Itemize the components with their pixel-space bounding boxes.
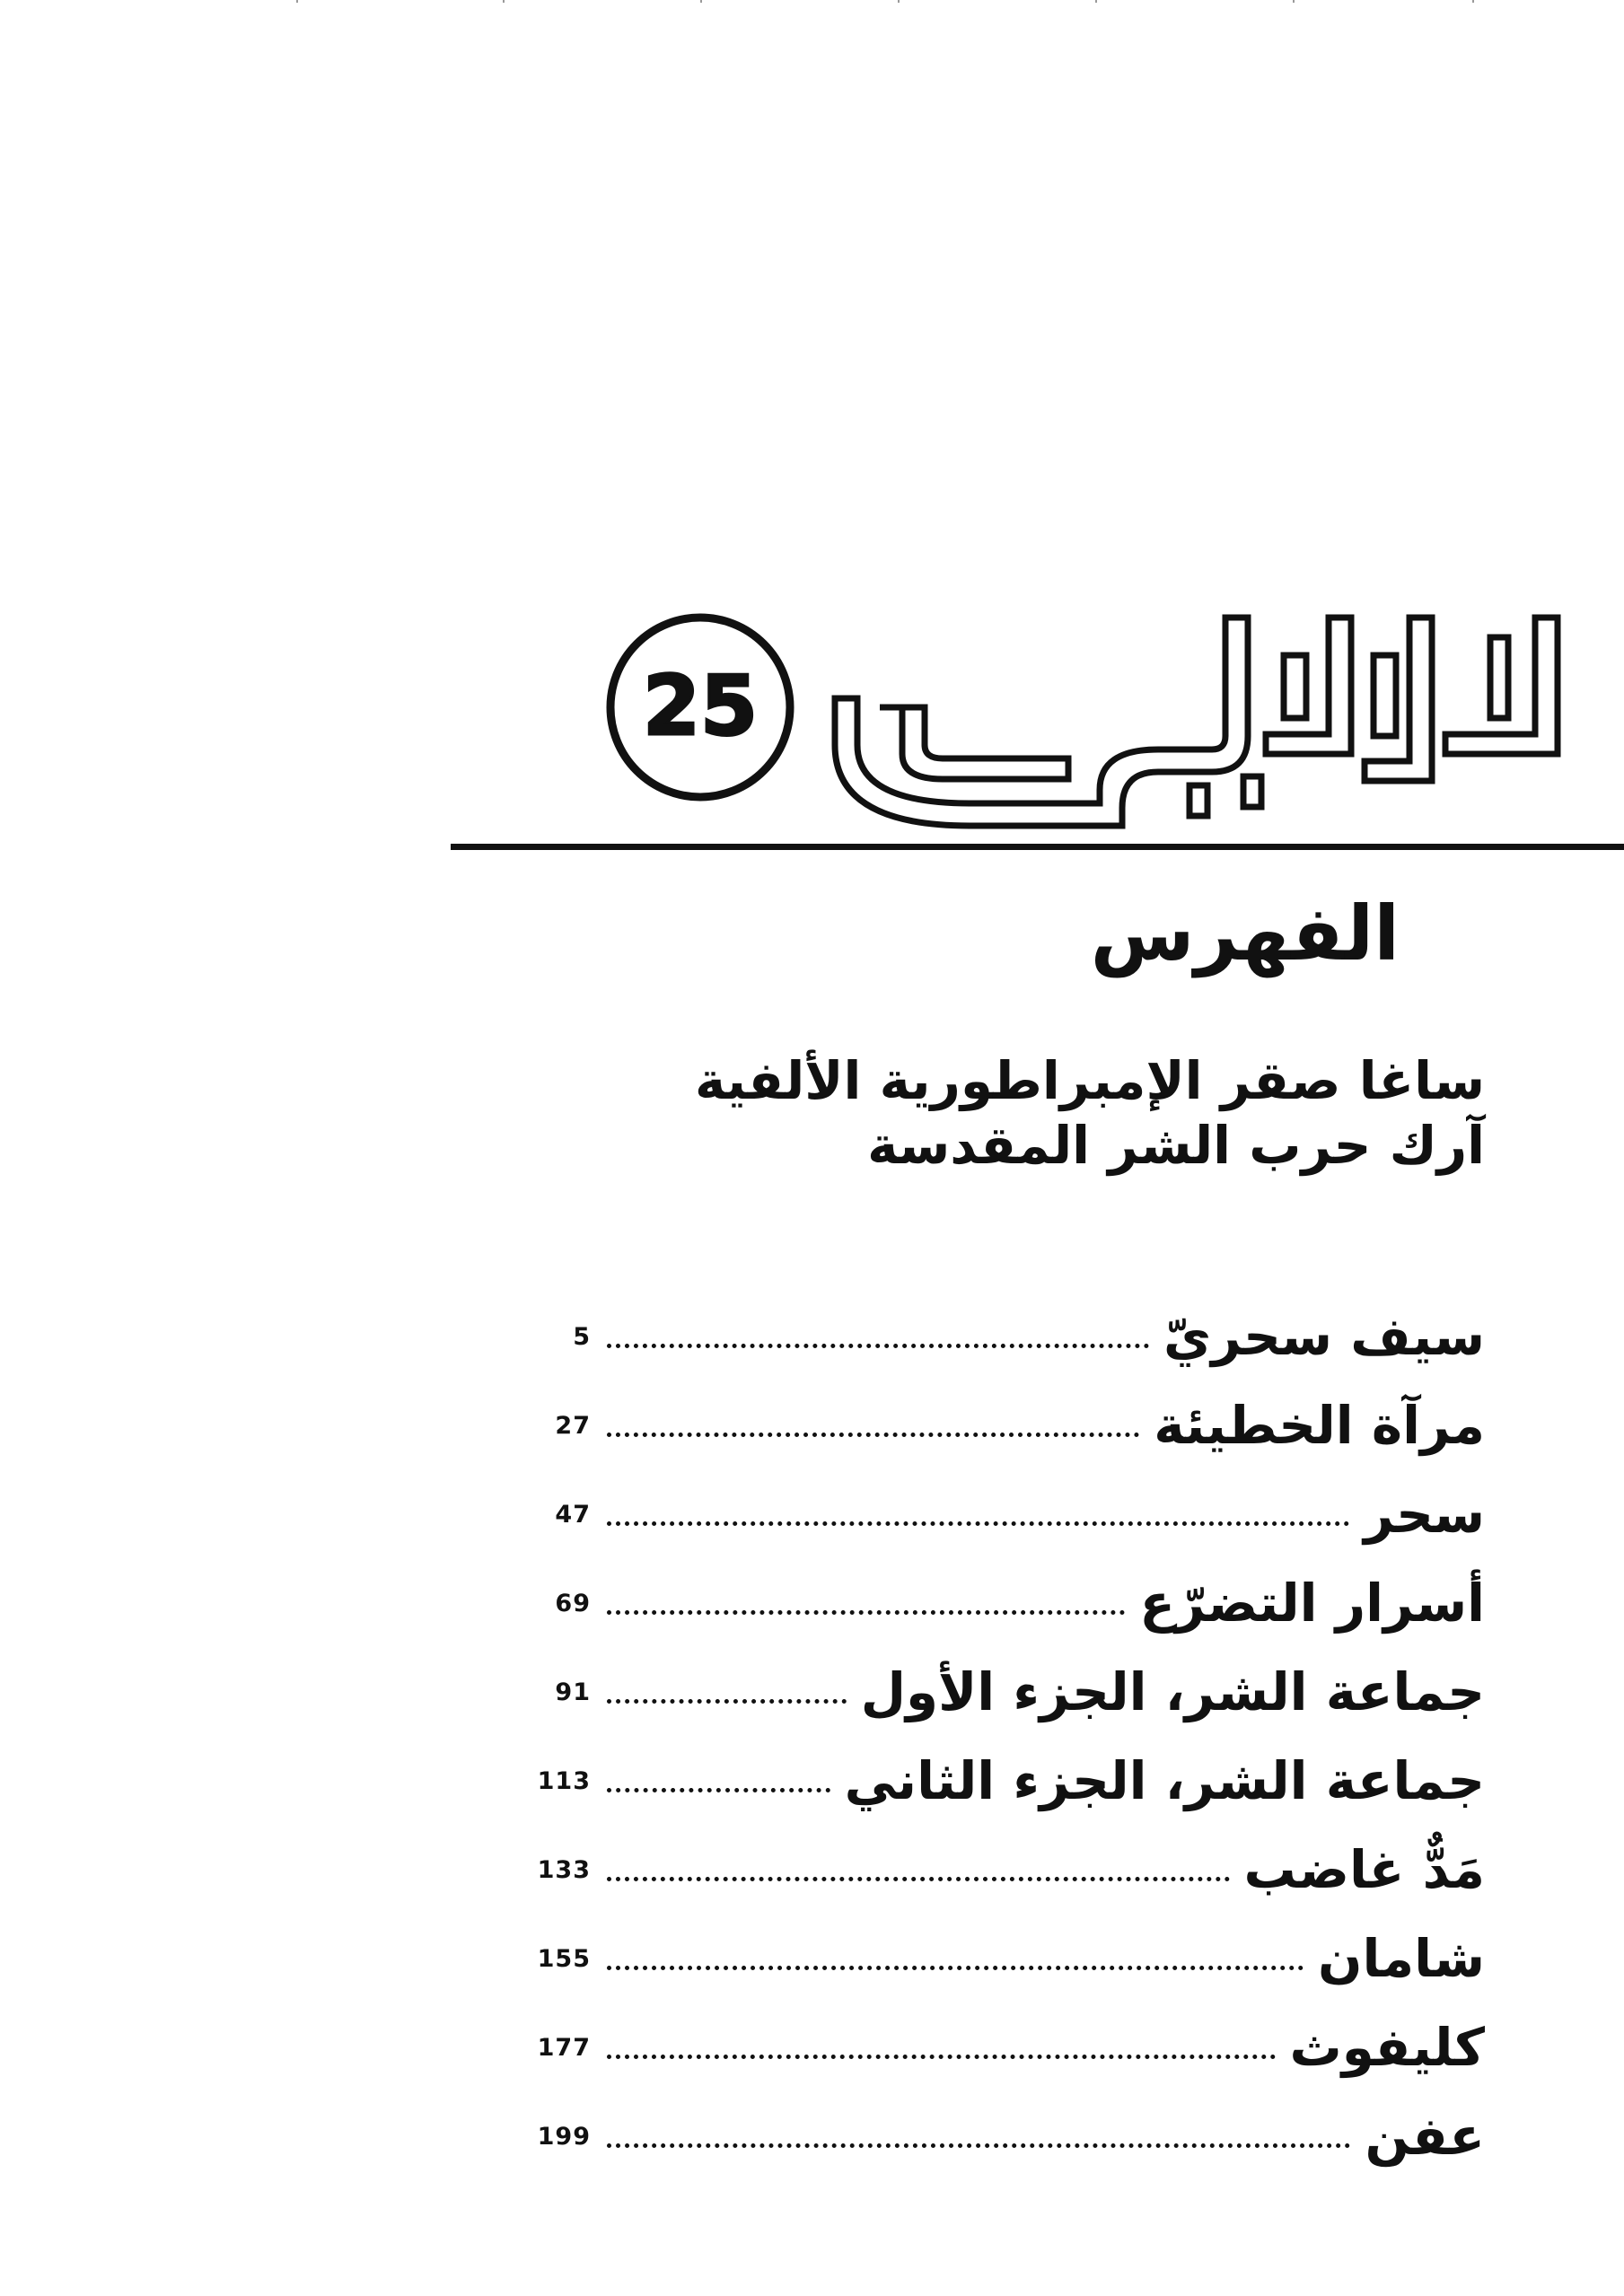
publication-logo	[584, 601, 1562, 844]
dot-leader	[607, 1877, 1230, 1881]
toc-entry[interactable]	[530, 2003, 1485, 2092]
toc-entry-page: 27	[555, 1412, 591, 1440]
toc-entry-page: 177	[537, 2034, 591, 2062]
toc-entry-page: 5	[573, 1323, 591, 1351]
table-of-contents	[530, 1293, 1485, 2181]
toc-entry[interactable]	[530, 1648, 1485, 1737]
toc-entry[interactable]	[530, 2092, 1485, 2181]
toc-entry[interactable]	[530, 1470, 1485, 1559]
toc-entry-title: مرآة الخطيئة	[1154, 1395, 1485, 1456]
toc-entry-title: جماعة الشر، الجزء الثاني	[844, 1750, 1485, 1811]
toc-entry-page: 199	[537, 2123, 591, 2151]
dot-leader	[607, 2055, 1276, 2059]
dot-leader	[607, 2143, 1350, 2148]
toc-entry-title: سيف سحريّ	[1163, 1306, 1485, 1367]
series-subtitle	[695, 1048, 1485, 1178]
dot-leader	[607, 1610, 1125, 1615]
dot-leader	[607, 1788, 830, 1792]
toc-entry-page: 133	[537, 1856, 591, 1884]
toc-entry-page: 47	[555, 1501, 591, 1529]
toc-entry[interactable]	[530, 1381, 1485, 1470]
toc-entry-page: 91	[555, 1678, 591, 1706]
toc-entry-title: أسرار التضرّع	[1139, 1573, 1485, 1634]
toc-entry-title: جماعة الشر، الجزء الأول	[860, 1661, 1485, 1722]
toc-entry-page: 155	[537, 1945, 591, 1973]
toc-entry[interactable]	[530, 1737, 1485, 1826]
dot-leader	[607, 1521, 1349, 1526]
subtitle-line-1: ساغا صقر الإمبراطورية الألفية	[694, 1050, 1485, 1111]
dot-leader	[607, 1344, 1149, 1348]
toc-entry-title: سحر	[1364, 1484, 1485, 1545]
toc-entry-page: 69	[555, 1590, 591, 1617]
dot-leader	[607, 1966, 1304, 1970]
toc-entry[interactable]	[530, 1559, 1485, 1648]
page-title: الفهرس	[1090, 889, 1400, 977]
subtitle-line-2: آرك حرب الشر المقدسة	[867, 1115, 1485, 1176]
toc-entry-page: 113	[537, 1767, 591, 1795]
toc-entry-title: مَدٌّ غاضب	[1243, 1839, 1485, 1900]
dot-leader	[607, 1699, 847, 1704]
toc-entry[interactable]	[530, 1293, 1485, 1381]
toc-entry-title: شامان	[1317, 1928, 1485, 1989]
wordmark-logo	[835, 618, 1558, 826]
issue-badge	[610, 618, 790, 797]
header-divider	[451, 844, 1624, 850]
scan-edge-marks	[0, 0, 1624, 7]
dot-leader	[607, 1433, 1139, 1437]
toc-entry[interactable]	[530, 1826, 1485, 1915]
toc-entry-title: كليفوث	[1289, 2017, 1485, 2078]
issue-number: 25	[642, 658, 759, 754]
toc-entry[interactable]	[530, 1915, 1485, 2003]
toc-entry-title: عفن	[1365, 2106, 1485, 2167]
